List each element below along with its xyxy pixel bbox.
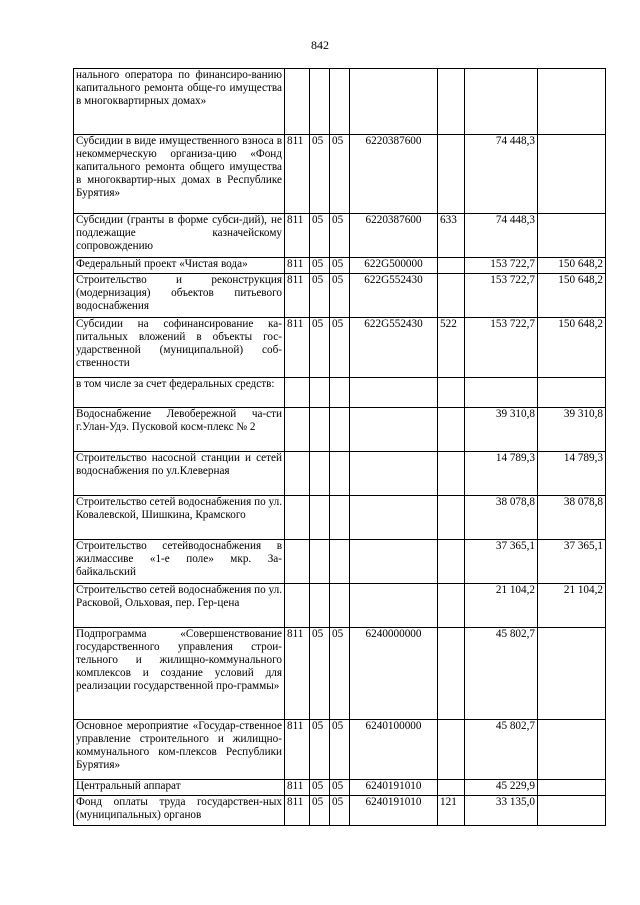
row-ved-cell: 811 (285, 135, 310, 214)
row-pr-cell: 05 (330, 720, 350, 780)
row-sum1-cell: 45 802,7 (465, 628, 538, 720)
row-ved-cell (285, 452, 310, 496)
row-name-cell: Субсидии на софинансирование ка-питальных вложений в объекты гос-ударственной (муниципальной) соб-ственности (74, 318, 285, 378)
row-ved-cell: 811 (285, 258, 310, 274)
row-sum1-cell: 37 365,1 (465, 540, 538, 584)
table-row (74, 796, 606, 826)
page-number: 842 (311, 38, 329, 52)
row-pr-cell: 05 (330, 274, 350, 318)
row-name-cell: нального оператора по финансиро-ванию капитального ремонта обще-го имущества в многоквартирных домах» (74, 69, 285, 135)
row-csr-cell: 6220387600 (350, 214, 438, 258)
row-name-cell: Строительство сетейводоснабжения в жилмассиве «1-е поле» мкр. За-байкальский (74, 540, 285, 584)
row-rz-cell: 05 (310, 135, 330, 214)
row-pr-cell: 05 (330, 628, 350, 720)
row-pr-cell: 05 (330, 135, 350, 214)
table-row (74, 274, 606, 318)
row-rz-cell: 05 (310, 796, 330, 826)
row-rz-cell: 05 (310, 780, 330, 796)
row-sum2-cell (538, 214, 606, 258)
row-sum2-cell (538, 628, 606, 720)
row-sum2-cell: 37 365,1 (538, 540, 606, 584)
row-name-cell: Центральный аппарат (74, 780, 285, 796)
row-ved-cell (285, 584, 310, 628)
row-rz-cell: 05 (310, 274, 330, 318)
row-vr-cell (438, 378, 465, 408)
row-sum2-cell (538, 69, 606, 135)
row-csr-cell: 622G500000 (350, 258, 438, 274)
row-sum2-cell: 14 789,3 (538, 452, 606, 496)
row-sum1-cell: 153 722,7 (465, 274, 538, 318)
row-csr-cell: 622G552430 (350, 274, 438, 318)
row-vr-cell (438, 720, 465, 780)
table-row (74, 408, 606, 452)
row-sum1-cell: 39 310,8 (465, 408, 538, 452)
row-ved-cell: 811 (285, 628, 310, 720)
table-row (74, 69, 606, 135)
table-row (74, 780, 606, 796)
row-csr-cell (350, 496, 438, 540)
row-sum2-cell: 38 078,8 (538, 496, 606, 540)
table-row (74, 378, 606, 408)
row-csr-cell: 622G552430 (350, 318, 438, 378)
row-vr-cell (438, 496, 465, 540)
row-vr-cell (438, 780, 465, 796)
row-pr-cell (330, 408, 350, 452)
row-sum1-cell: 74 448,3 (465, 214, 538, 258)
row-csr-cell: 6240191010 (350, 796, 438, 826)
row-rz-cell (310, 408, 330, 452)
row-name-cell: Субсидии в виде имущественного взноса в некоммерческую организа-цию «Фонд капитального ремонта общего имущества в многоквартир-ных домах в Республике Бурятия» (74, 135, 285, 214)
budget-table-body (74, 69, 606, 826)
row-ved-cell: 811 (285, 780, 310, 796)
row-sum2-cell: 39 310,8 (538, 408, 606, 452)
row-ved-cell: 811 (285, 274, 310, 318)
row-sum1-cell: 14 789,3 (465, 452, 538, 496)
row-pr-cell: 05 (330, 796, 350, 826)
row-vr-cell: 121 (438, 796, 465, 826)
row-vr-cell (438, 540, 465, 584)
row-vr-cell (438, 274, 465, 318)
table-row (74, 214, 606, 258)
row-pr-cell: 05 (330, 780, 350, 796)
row-pr-cell (330, 452, 350, 496)
row-sum1-cell: 153 722,7 (465, 258, 538, 274)
table-row (74, 584, 606, 628)
row-vr-cell (438, 584, 465, 628)
row-name-cell: в том числе за счет федеральных средств: (74, 378, 285, 408)
table-row (74, 452, 606, 496)
row-sum1-cell: 45 802,7 (465, 720, 538, 780)
row-sum2-cell (538, 796, 606, 826)
row-csr-cell: 6240100000 (350, 720, 438, 780)
row-sum2-cell (538, 720, 606, 780)
row-rz-cell: 05 (310, 318, 330, 378)
row-csr-cell (350, 378, 438, 408)
row-sum1-cell: 21 104,2 (465, 584, 538, 628)
row-sum1-cell: 74 448,3 (465, 135, 538, 214)
row-rz-cell (310, 540, 330, 584)
row-rz-cell: 05 (310, 720, 330, 780)
row-ved-cell (285, 378, 310, 408)
row-ved-cell: 811 (285, 214, 310, 258)
table-row (74, 496, 606, 540)
row-ved-cell: 811 (285, 720, 310, 780)
row-vr-cell (438, 408, 465, 452)
row-name-cell: Субсидии (гранты в форме субси-дий), не подлежащие казначейскому сопровождению (74, 214, 285, 258)
row-name-cell: Строительство и реконструкция (модернизация) объектов питьевого водоснабжения (74, 274, 285, 318)
budget-table (73, 68, 606, 826)
row-rz-cell: 05 (310, 628, 330, 720)
row-name-cell: Строительство насосной станции и сетей водоснабжения по ул.Клеверная (74, 452, 285, 496)
row-sum2-cell: 150 648,2 (538, 318, 606, 378)
row-pr-cell (330, 496, 350, 540)
row-name-cell: Водоснабжение Левобережной ча-сти г.Улан-Удэ. Пусковой косм-плекс № 2 (74, 408, 285, 452)
row-vr-cell (438, 135, 465, 214)
table-row (74, 318, 606, 378)
row-ved-cell: 811 (285, 796, 310, 826)
table-row (74, 540, 606, 584)
row-ved-cell (285, 408, 310, 452)
row-vr-cell (438, 628, 465, 720)
row-sum1-cell (465, 378, 538, 408)
row-name-cell: Подпрограмма «Совершенствование государственного управления строи-тельного и жилищно-коммунального комплексов и создание условий для реализации государственной про-граммы» (74, 628, 285, 720)
row-ved-cell (285, 69, 310, 135)
row-rz-cell: 05 (310, 214, 330, 258)
row-vr-cell (438, 452, 465, 496)
row-sum2-cell (538, 378, 606, 408)
row-pr-cell (330, 69, 350, 135)
row-pr-cell (330, 378, 350, 408)
row-ved-cell (285, 496, 310, 540)
row-sum1-cell: 153 722,7 (465, 318, 538, 378)
row-vr-cell (438, 258, 465, 274)
row-sum1-cell (465, 69, 538, 135)
row-vr-cell (438, 69, 465, 135)
row-sum2-cell: 150 648,2 (538, 258, 606, 274)
row-name-cell: Строительство сетей водоснабжения по ул. Ковалевской, Шишкина, Крамского (74, 496, 285, 540)
table-row (74, 258, 606, 274)
row-sum1-cell: 38 078,8 (465, 496, 538, 540)
row-ved-cell: 811 (285, 318, 310, 378)
row-pr-cell (330, 540, 350, 584)
row-name-cell: Строительство сетей водоснабжения по ул. Расковой, Ольховая, пер. Гер-цена (74, 584, 285, 628)
row-sum1-cell: 45 229,9 (465, 780, 538, 796)
row-csr-cell: 6220387600 (350, 135, 438, 214)
row-vr-cell: 633 (438, 214, 465, 258)
row-vr-cell: 522 (438, 318, 465, 378)
row-rz-cell (310, 496, 330, 540)
row-pr-cell: 05 (330, 318, 350, 378)
table-row (74, 135, 606, 214)
row-rz-cell: 05 (310, 258, 330, 274)
row-csr-cell (350, 584, 438, 628)
row-csr-cell (350, 69, 438, 135)
row-name-cell: Фонд оплаты труда государствен-ных (муниципальных) органов (74, 796, 285, 826)
row-sum2-cell (538, 135, 606, 214)
row-csr-cell (350, 452, 438, 496)
row-name-cell: Основное мероприятие «Государ-ственное управление строительного и жилищно-коммунального ком-плексов Республики Бурятия» (74, 720, 285, 780)
row-rz-cell (310, 69, 330, 135)
row-rz-cell (310, 452, 330, 496)
table-row (74, 628, 606, 720)
row-sum2-cell (538, 780, 606, 796)
row-pr-cell: 05 (330, 214, 350, 258)
row-csr-cell: 6240000000 (350, 628, 438, 720)
row-csr-cell (350, 408, 438, 452)
row-sum2-cell: 150 648,2 (538, 274, 606, 318)
row-rz-cell (310, 584, 330, 628)
row-name-cell: Федеральный проект «Чистая вода» (74, 258, 285, 274)
row-rz-cell (310, 378, 330, 408)
row-ved-cell (285, 540, 310, 584)
table-row (74, 720, 606, 780)
row-pr-cell: 05 (330, 258, 350, 274)
row-pr-cell (330, 584, 350, 628)
row-sum2-cell: 21 104,2 (538, 584, 606, 628)
row-csr-cell: 6240191010 (350, 780, 438, 796)
row-sum1-cell: 33 135,0 (465, 796, 538, 826)
row-csr-cell (350, 540, 438, 584)
